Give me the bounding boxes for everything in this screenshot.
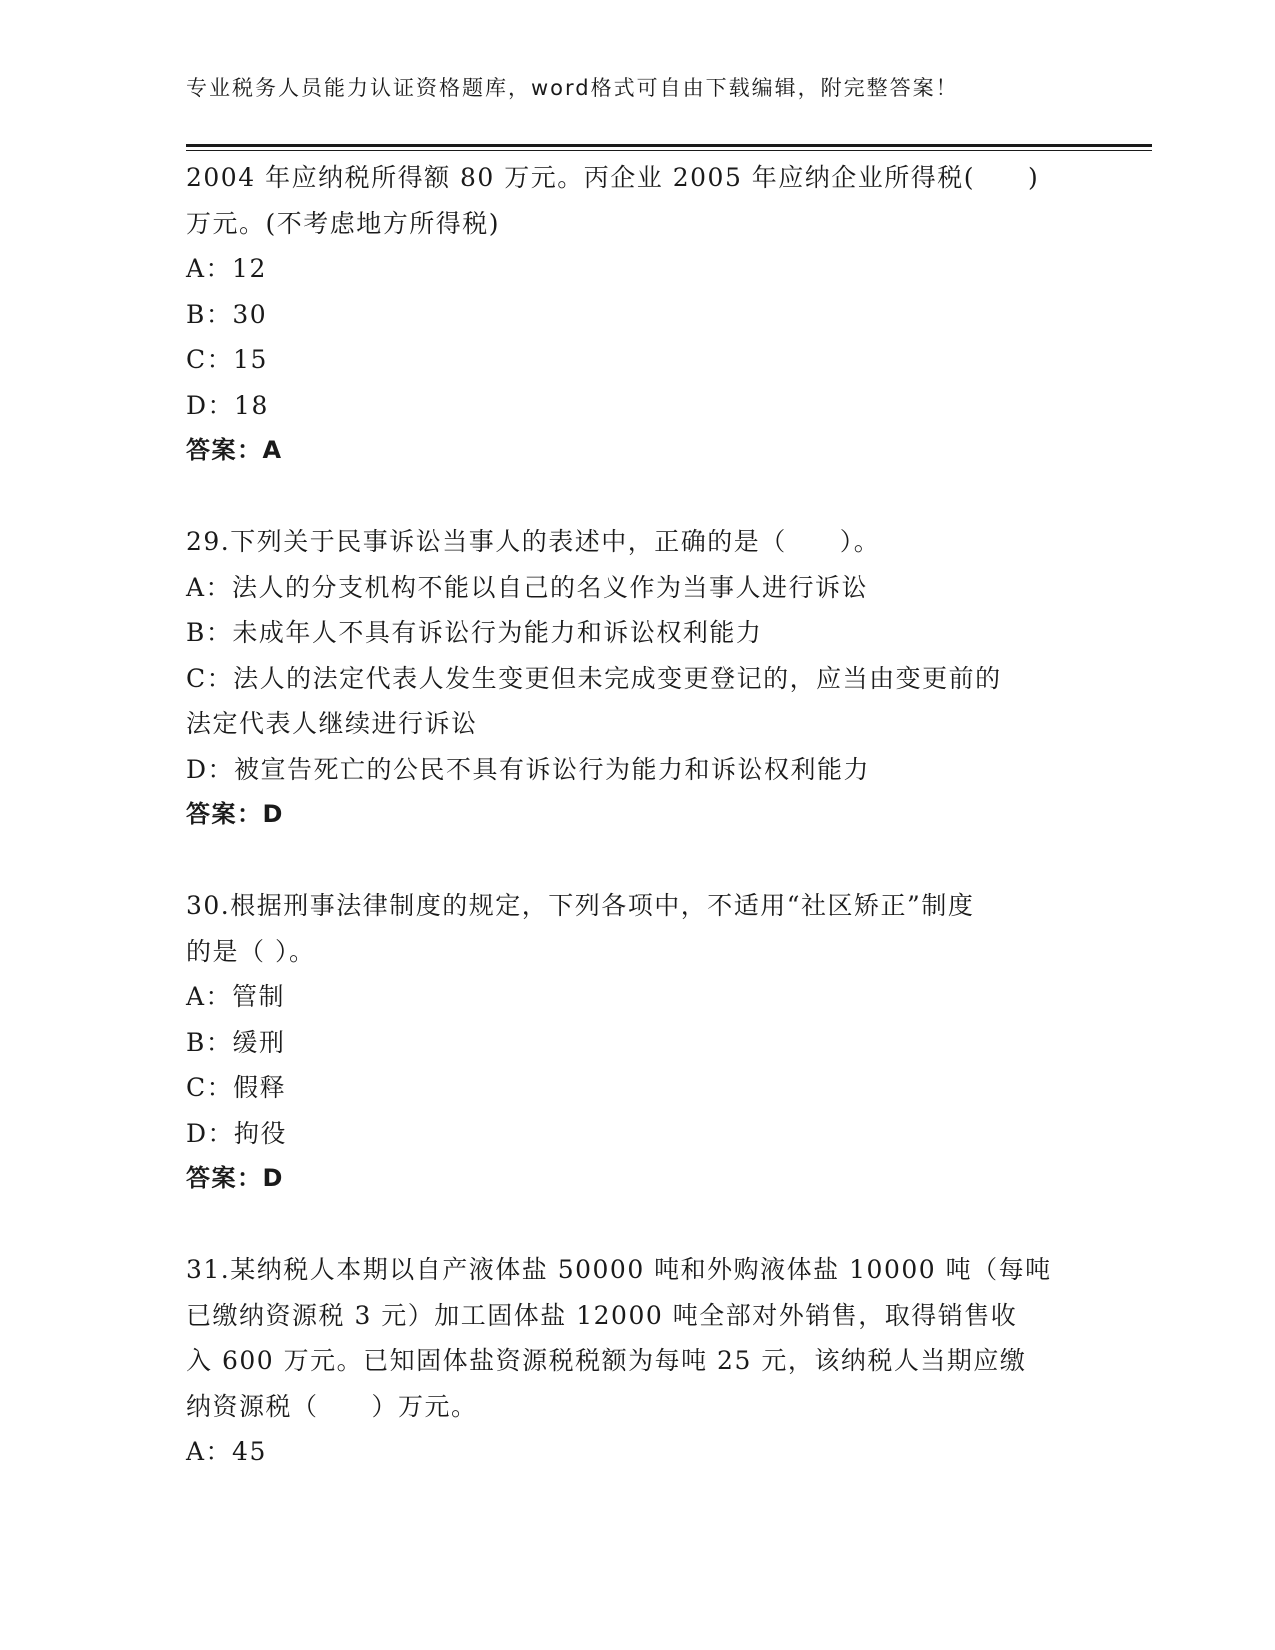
question-stem: 2004 年应纳税所得额 80 万元。丙企业 2005 年应纳企业所得税( ) (186, 163, 1040, 192)
question-stem: 万元。(不考虑地方所得税) (186, 208, 501, 238)
option-d: D：拘役 (186, 1118, 288, 1148)
spacer (186, 838, 1086, 884)
question-stem: 已缴纳资源税 3 元）加工固体盐 12000 吨全部对外销售，取得销售收 (186, 1300, 1018, 1330)
question-stem: 纳资源税（ ）万元。 (186, 1391, 478, 1421)
question-31 (186, 1247, 1086, 1475)
question-stem: 30.根据刑事法律制度的规定，下列各项中，不适用“社区矫正”制度 (186, 891, 975, 920)
answer-label: 答案：D (186, 800, 284, 828)
option-a: A：管制 (186, 982, 286, 1011)
option-b: B：缓刑 (186, 1027, 286, 1057)
option-a: A：45 (186, 1437, 267, 1466)
question-content (186, 155, 1086, 1475)
page-header: 专业税务人员能力认证资格题库，word格式可自由下载编辑，附完整答案！ (186, 76, 959, 100)
question-stem: 31.某纳税人本期以自产液体盐 50000 吨和外购液体盐 10000 吨（每吨 (186, 1255, 1052, 1284)
header-divider-thin (186, 150, 1152, 151)
option-c: C：法人的法定代表人发生变更但未完成变更登记的，应当由变更前的 (186, 663, 1002, 693)
option-b: B：未成年人不具有诉讼行为能力和诉讼权利能力 (186, 618, 763, 647)
option-d: D：18 (186, 390, 269, 420)
header-divider-thick (186, 144, 1152, 147)
option-c: C：假释 (186, 1073, 287, 1102)
option-a: A：12 (186, 254, 267, 283)
answer-label: 答案：A (186, 436, 283, 464)
answer-label: 答案：D (186, 1164, 284, 1192)
question-28 (186, 155, 1086, 474)
question-stem: 入 600 万元。已知固体盐资源税税额为每吨 25 元，该纳税人当期应缴 (186, 1346, 1027, 1375)
question-stem: 29.下列关于民事诉讼当事人的表述中，正确的是（ ）。 (186, 527, 881, 556)
option-b: B：30 (186, 299, 268, 329)
spacer (186, 474, 1086, 520)
option-a: A：法人的分支机构不能以自己的名义作为当事人进行诉讼 (186, 572, 869, 602)
spacer (186, 1202, 1086, 1248)
question-29 (186, 519, 1086, 838)
option-c: C：15 (186, 345, 268, 374)
question-30 (186, 883, 1086, 1202)
option-d: D：被宣告死亡的公民不具有诉讼行为能力和诉讼权利能力 (186, 754, 871, 784)
question-stem: 的是（ ）。 (186, 936, 316, 966)
option-c-continued: 法定代表人继续进行诉讼 (186, 709, 478, 738)
